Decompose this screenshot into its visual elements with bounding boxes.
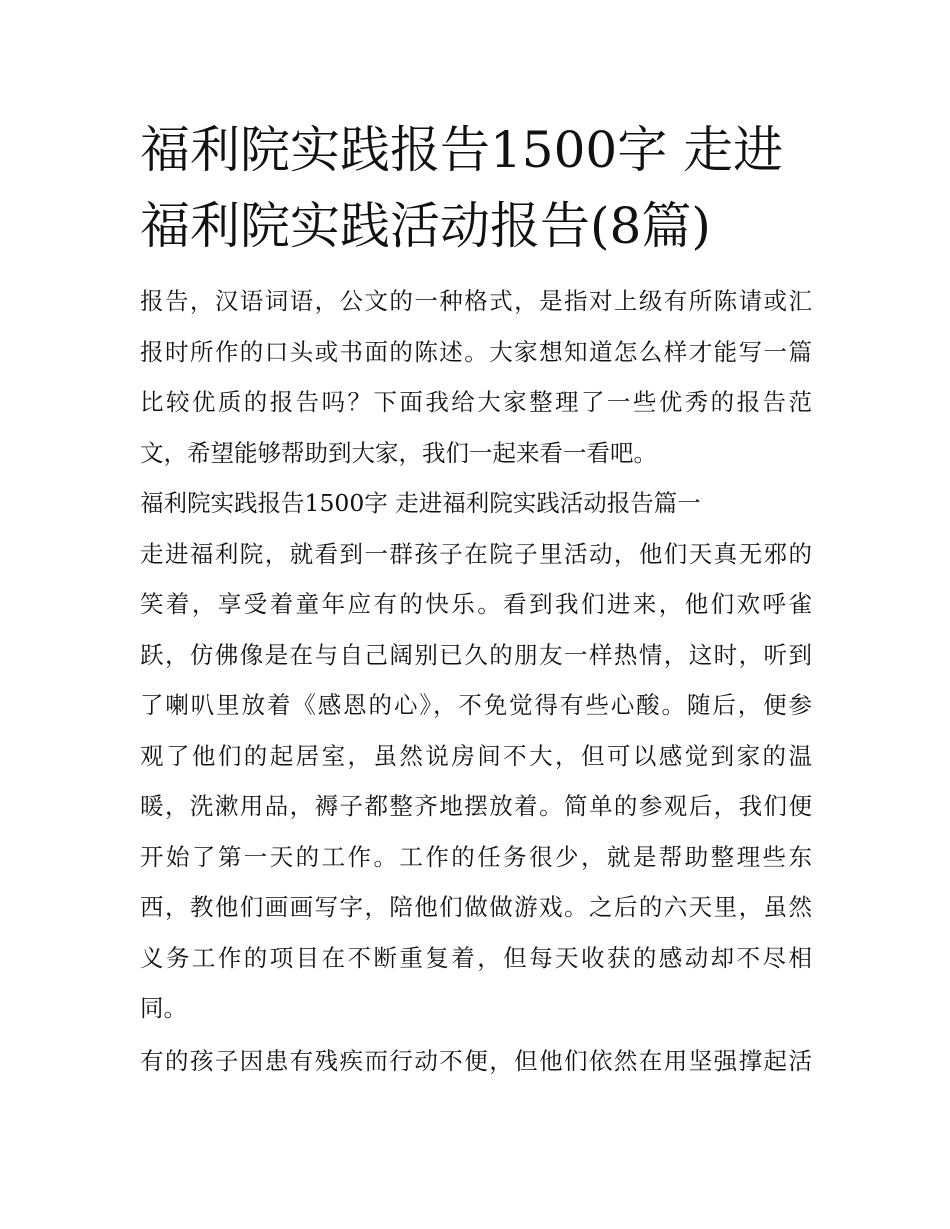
body-line-10: 同。 <box>140 994 187 1022</box>
title-line-1: 福利院实践报告1500字 走进 <box>140 121 784 179</box>
body-line-1: 走进福利院，就看到一群孩子在院子里活动，他们天真无邪的 <box>140 539 812 568</box>
body-line-3: 跃，仿佛像是在与自己阔别已久的朋友一样热情，这时，听到 <box>140 640 812 669</box>
intro-line-3: 比较优质的报告吗？下面我给大家整理了一些优秀的报告范 <box>140 388 812 416</box>
intro-line-4: 文，希望能够帮助到大家，我们一起来看一看吧。 <box>140 438 657 467</box>
body-line-6: 暖，洗漱用品，褥子都整齐地摆放着。简单的参观后，我们便 <box>140 792 812 820</box>
body-line-5: 观了他们的起居室，虽然说房间不大，但可以感觉到家的温 <box>140 741 812 770</box>
document-body <box>140 276 812 1086</box>
intro-line-2: 报时所作的口头或书面的陈述。大家想知道怎么样才能写一篇 <box>140 337 812 366</box>
body-line-4: 了喇叭里放着《感恩的心》，不免觉得有些心酸。随后，便参 <box>140 691 812 719</box>
next-paragraph <box>140 1036 812 1087</box>
document-title <box>140 112 812 264</box>
body-line-9: 义务工作的项目在不断重复着，但每天收获的感动却不尽相 <box>140 943 812 972</box>
body-line-7: 开始了第一天的工作。工作的任务很少，就是帮助整理些东 <box>140 842 812 871</box>
document-page <box>140 112 812 1086</box>
next-line-1: 有的孩子因患有残疾而行动不便，但他们依然在用坚强撑起活 <box>140 1046 812 1075</box>
body-paragraph <box>140 529 812 1034</box>
body-line-2: 笑着，享受着童年应有的快乐。看到我们进来，他们欢呼雀 <box>140 590 812 618</box>
section-heading: 福利院实践报告1500字 走进福利院实践活动报告篇一 <box>140 489 701 517</box>
title-line-2: 福利院实践活动报告(8篇) <box>140 197 711 255</box>
intro-line-1: 报告，汉语词语，公文的一种格式，是指对上级有所陈请或汇 <box>140 287 812 315</box>
body-line-8: 西，教他们画画写字，陪他们做做游戏。之后的六天里，虽然 <box>140 893 812 921</box>
intro-paragraph <box>140 276 812 478</box>
